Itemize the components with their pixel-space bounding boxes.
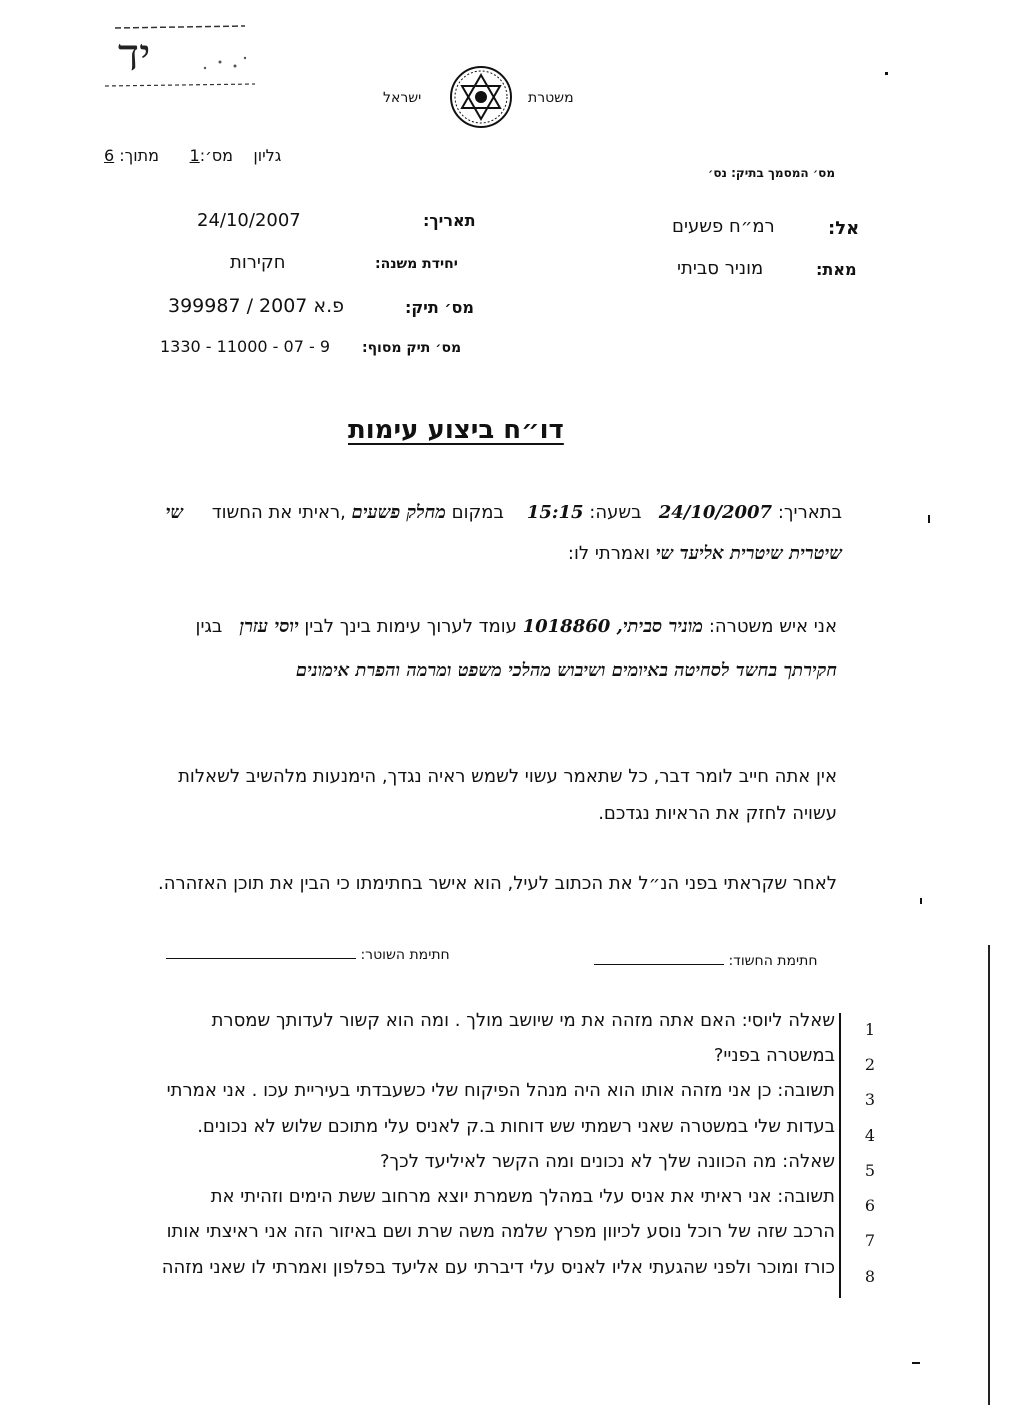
line-text: שאלה ליוסי: האם אתה מזהה את מי שיושב מולך . ומה הוא קשור לעדותך שמסרת (211, 1010, 835, 1031)
line-number: 6 (864, 1196, 876, 1215)
of-label: מתוך: (119, 146, 160, 165)
doc-number-label: מס׳ המסמך בתיק: נס׳ (708, 166, 836, 180)
israel-label: ישראל (383, 90, 422, 106)
list-item (60, 1010, 970, 1046)
linked-case-value: 9 - 07 - 11000 - 1330 (160, 337, 331, 356)
line-number: 3 (864, 1090, 876, 1109)
case-value: פ.א 2007 / 399987 (168, 295, 345, 317)
right-margin-rule (988, 945, 990, 1405)
sheet-info (104, 146, 281, 165)
from-value: מוניר סביתי (677, 258, 764, 279)
line-text: בעדות שלי במשטרה שאני רשמתי שש דוחות ב.ק לאניס עלי מתוכם שלוש לא נכונים. (197, 1116, 835, 1137)
case-label: מס׳ תיק: (405, 298, 474, 317)
line-number: 4 (864, 1126, 876, 1145)
scan-speck (928, 515, 930, 523)
sheet-no-label: מס׳: (199, 146, 234, 165)
line-number: 7 (864, 1231, 876, 1250)
at-hour-label: בשעה: (589, 502, 642, 523)
unit-value: חקירות (230, 252, 286, 273)
intro-line-2 (80, 543, 842, 564)
list-item (60, 1221, 970, 1257)
officer-signature-label: חתימת השוטר: (360, 947, 450, 963)
warning-line-3: לאחר שקראתי בפני הנ״ל את הכתוב לעיל, הוא אישר בחתימתו כי הבין את תוכן האזהרה. (157, 873, 837, 894)
date-value: 24/10/2007 (197, 210, 301, 231)
to-label: אל: (828, 218, 860, 239)
list-item (60, 1257, 970, 1293)
police-emblem (448, 64, 514, 130)
intro-hour: 15:15 (526, 502, 584, 523)
warning-line-1: אין אתה חייב לומר דבר, כל שתאמר עשוי לשמש ראיה נגדך, הימנעות מלהשיב לשאלות (178, 766, 837, 787)
intro-line-1 (80, 502, 842, 523)
list-item (60, 1045, 970, 1081)
suspect-name-part: שי (165, 502, 184, 523)
of-total: 6 (104, 146, 115, 165)
line-text: הרכב שזה של רוכל נוסע לכיוון מפרץ שלמה משה שרת ושם באיזור הזה אני ראיצתי אותו (166, 1221, 835, 1242)
line-text: שאלה: מה הכוונה שלך לא נכונים ומה הקשר לאיליעד לכך? (379, 1151, 835, 1172)
officer-prefix: אני איש משטרה: (708, 616, 837, 637)
police-label: משטרת (528, 90, 574, 106)
star-of-david-icon (448, 64, 514, 130)
suspect-signature-line[interactable] (594, 950, 724, 965)
line-text: במשטרה בפניי? (713, 1045, 835, 1066)
suspect-signature-label: חתימת החשוד: (728, 953, 818, 969)
scan-speck (885, 72, 888, 75)
line-text: תשובה: אני ראיתי את אניס עלי במהלך משמרת יוצא מרחוב ששת הימים וזהיתי את (210, 1186, 835, 1207)
line-text: כורז ומוכר ולפני שהגעתי אליו לאניס עלי דיברתי עם אליעד בפלפון ואמרתי לו שאני מזהה (161, 1257, 835, 1278)
officer-signature (166, 944, 450, 963)
unit-label: יחידת משנה: (375, 256, 458, 272)
offense-text: חקירתך בחשד לסחיטה באיומים ושיבוש מהלכי משפט ומרמה והפרת אימונים (295, 660, 837, 681)
sheet-label: גליון (253, 146, 282, 165)
suspect-full-name: שיטרית שיטרית אליעד שי (655, 543, 842, 564)
officer-line-1 (80, 616, 837, 637)
scan-speck (920, 898, 922, 904)
from-label: מאת: (816, 260, 857, 279)
line-number: 2 (864, 1055, 876, 1074)
line-number: 5 (864, 1161, 876, 1180)
confront-text: עומד לערוך עימות בינך לבין (304, 616, 517, 637)
to-value: רמ״ח פשעים (672, 216, 775, 237)
told-him: ואמרתי לו: (567, 543, 651, 564)
officer-signature-line[interactable] (166, 944, 356, 959)
intro-place: מחלק פשעים (351, 502, 446, 523)
linked-case-label: מס׳ תיק מסוף: (362, 340, 462, 356)
line-number: 1 (864, 1020, 876, 1039)
list-item (60, 1151, 970, 1187)
because-label: בגין (195, 616, 223, 637)
on-date-label: בתאריך: (777, 502, 842, 523)
officer-name: מוניר סביתי, 1018860 (522, 616, 704, 637)
stamp-text: יד (118, 30, 151, 81)
other-party-name: יוסי עזרן (239, 616, 299, 637)
list-item (60, 1080, 970, 1116)
page-title: דו״ח ביצוע עימות (348, 415, 564, 445)
suspect-signature (594, 950, 817, 969)
sheet-no: 1 (189, 146, 200, 165)
warning-line-2: עשויה לחזק את הראיות נגדכם. (598, 803, 837, 824)
line-text: תשובה: כן אני מזהה אותו הוא היה מנהל הפיקוח שלי כשעבדתי בעיריית עכו . אני אמרתי (166, 1080, 835, 1101)
line-number: 8 (864, 1267, 876, 1286)
intro-date: 24/10/2007 (658, 502, 773, 523)
scan-speck (912, 1362, 920, 1364)
place-label: במקום (451, 502, 504, 523)
list-item (60, 1186, 970, 1222)
list-item (60, 1116, 970, 1152)
saw-suspect: ,ראיתי את החשוד (211, 502, 346, 523)
date-label: תאריך: (423, 211, 476, 230)
